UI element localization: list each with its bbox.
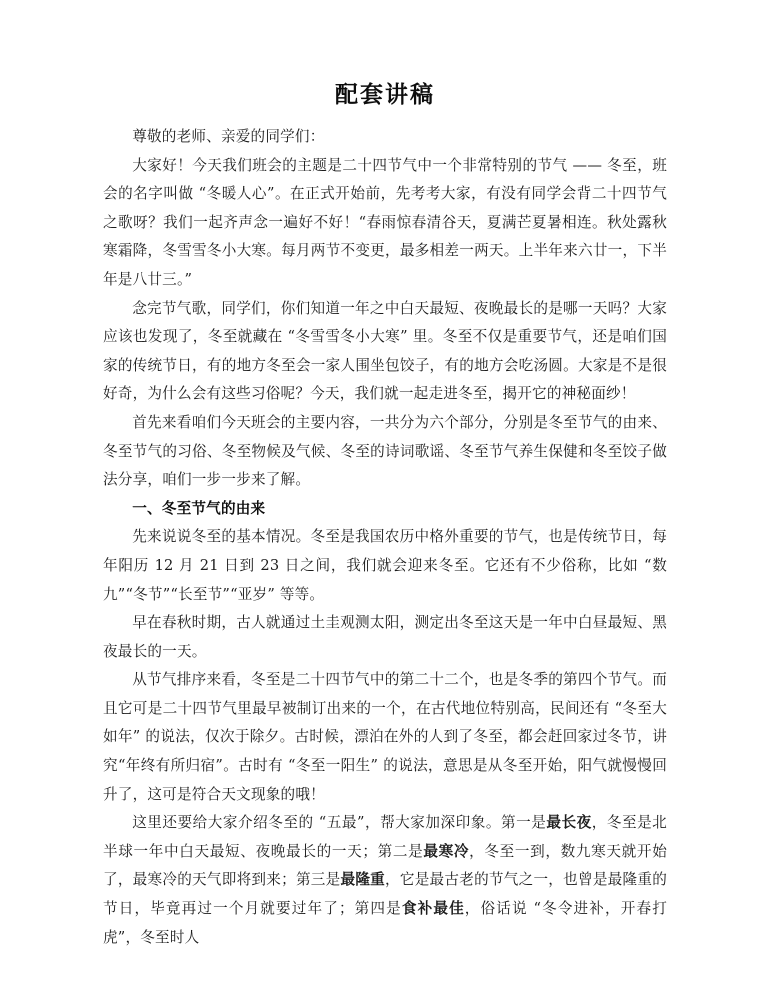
- paragraph-five-most: [103, 809, 667, 952]
- emphasis-term: 最隆重: [340, 871, 386, 889]
- paragraph-text-run: ，冬至一到，数九寒天就开始了，最寒冷的天气即将到来；第三是: [103, 842, 667, 889]
- paragraph-text-run: ，俗话说 “冬令进补，开春打虎”，冬至时人: [103, 900, 667, 946]
- paragraph-spring-autumn-history: 早在春秋时期，古人就通过土圭观测太阳，测定出冬至这天是一年中白昼最短、黑夜最长的一天。: [103, 614, 667, 660]
- paragraph-solar-term-order: 从节气排序来看，冬至是二十四节气中的第二十二个，也是冬季的第四个节气。而且它可是二十四节气里最早被制订出来的一个，在古代地位特别高，民间还有 “冬至大如年” 的说法，仅次于除夕。古时候，漂泊在外的人到了冬至，都会赶回家过冬节，讲究“年终有所归宿”。古时有 “冬至一阳生” 的说法，意思是从冬至开始，阳气就慢慢回升了，这可是符合天文现象的哦！: [103, 671, 667, 803]
- document-body: [103, 78, 667, 952]
- emphasis-term: 最寒冷: [423, 842, 470, 860]
- paragraph-text-run: 这里还要给大家介绍冬至的 “五最”，帮大家加深印象。第一是: [132, 814, 547, 832]
- paragraph-longest-night-question: 念完节气歌，同学们，你们知道一年之中白天最短、夜晚最长的是哪一天吗？大家应该也发现了，冬至就藏在 “冬雪雪冬小大寒” 里。冬至不仅是重要节气，还是咱们国家的传统节日，有的地方冬至会一家人围坐包饺子，有的地方会吃汤圆。大家是不是很好奇，为什么会有这些习俗呢？今天，我们就一起走进冬至，揭开它的神秘面纱！: [103, 299, 667, 403]
- paragraph-agenda-outline: 首先来看咱们今天班会的主要内容，一共分为六个部分，分别是冬至节气的由来、冬至节气的习俗、冬至物候及气候、冬至的诗词歌谣、冬至节气养生保健和冬至饺子做法分享，咱们一步一步来了解。: [103, 413, 667, 489]
- emphasis-term: 最长夜: [546, 814, 592, 832]
- page-title: 配套讲稿: [335, 82, 435, 108]
- paragraph-winter-solstice-basics: 先来说说冬至的基本情况。冬至是我国农历中格外重要的节气，也是传统节日，每年阳历 12 月 21 日到 23 日之间，我们就会迎来冬至。它还有不少俗称，比如 “数九”“冬节”“长至节”“亚岁” 等等。: [103, 528, 667, 603]
- paragraph-salutation: 尊敬的老师、亲爱的同学们：: [132, 128, 325, 145]
- paragraph-text-run: ，它是最古老的节气之一，也曾是最隆重的节日，毕竟再过一个月就要过年了；第四是: [103, 871, 667, 918]
- emphasis-term: 食补最佳: [401, 900, 465, 918]
- paragraph-opening-greeting: 大家好！今天我们班会的主题是二十四节气中一个非常特别的节气 —— 冬至，班会的名字叫做 “冬暖人心”。在正式开始前，先考考大家，有没有同学会背二十四节气之歌呀？我们一起齐声念一遍好不好！“春雨惊春清谷天，夏满芒夏暑相连。秋处露秋寒霜降，冬雪雪冬小大寒。每月两节不变更，最多相差一两天。上半年来六廿一，下半年是八廿三。”: [103, 156, 667, 288]
- heading-section-one: 一、冬至节气的由来: [132, 499, 266, 517]
- paragraph-text-run: ，冬至是北半球一年中白天最短、夜晚最长的一天；第二是: [103, 814, 667, 860]
